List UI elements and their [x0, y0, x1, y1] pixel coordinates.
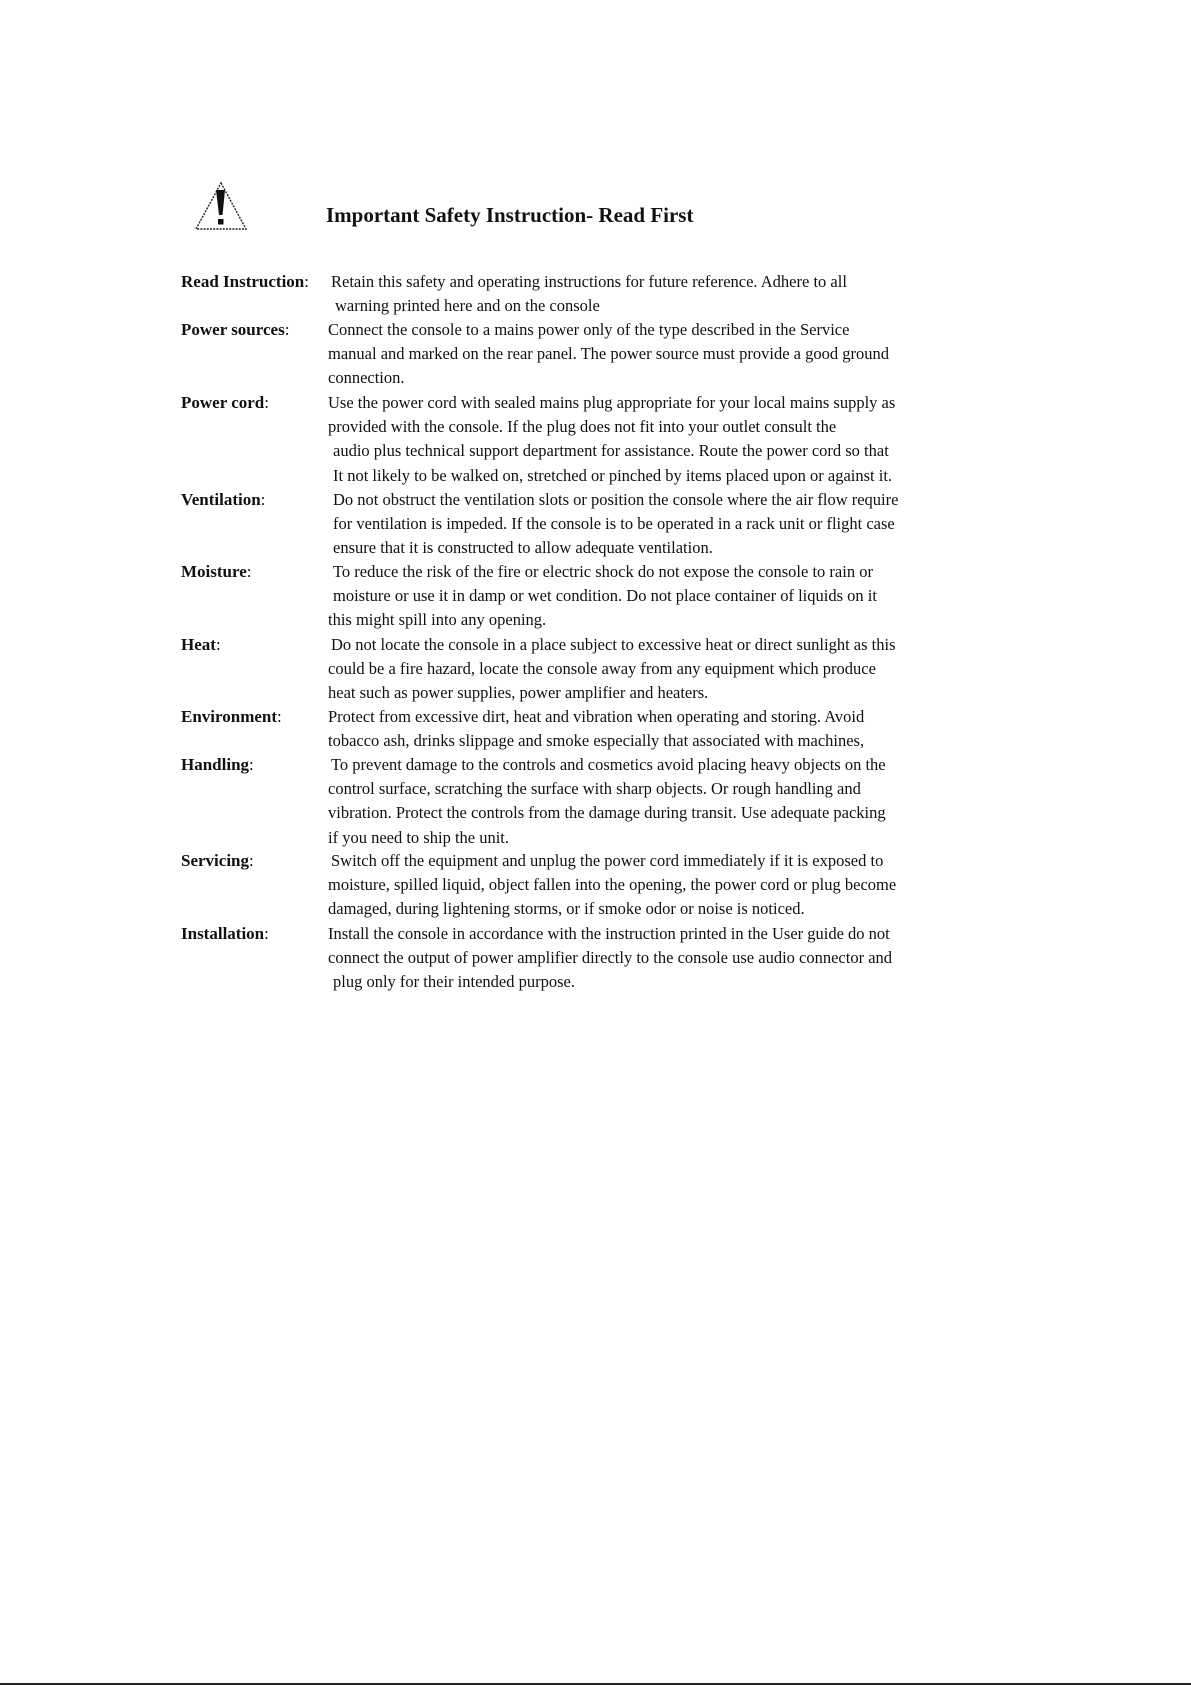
text-line: moisture or use it in damp or wet condition. Do not place container of liquids on it: [333, 586, 877, 606]
section-text: [328, 849, 988, 922]
text-line: could be a fire hazard, locate the console away from any equipment which produce: [328, 659, 876, 679]
text-line: vibration. Protect the controls from the damage during transit. Use adequate packing: [328, 803, 886, 823]
section-label: Servicing:: [181, 851, 254, 870]
text-line: if you need to ship the unit.: [328, 827, 510, 847]
text-line: Use the power cord with sealed mains plug appropriate for your local mains supply as: [328, 393, 896, 412]
document-title: Important Safety Instruction- Read First: [326, 203, 694, 227]
text-line: control surface, scratching the surface with sharp objects. Or rough handling and: [328, 779, 861, 799]
text-line: damaged, during lightening storms, or if smoke odor or noise is noticed.: [328, 899, 805, 919]
section-text: [328, 705, 988, 753]
text-line: provided with the console. If the plug does not fit into your outlet consult the: [328, 417, 837, 437]
section-label: Installation:: [181, 924, 269, 943]
text-line: Install the console in accordance with the instruction printed in the User guide do not: [328, 924, 890, 943]
text-line: Connect the console to a mains power only of the type described in the Service: [328, 320, 850, 339]
text-line: manual and marked on the rear panel. The power source must provide a good ground: [328, 344, 889, 364]
text-line: Protect from excessive dirt, heat and vibration when operating and storing. Avoid: [328, 707, 865, 726]
section-text: [328, 922, 988, 995]
text-line: plug only for their intended purpose.: [333, 972, 575, 992]
section-label: Ventilation:: [181, 490, 266, 509]
text-line: Do not obstruct the ventilation slots or position the console where the air flow require: [333, 490, 899, 509]
section-text: [328, 270, 988, 318]
text-line: Retain this safety and operating instructions for future reference. Adhere to all: [331, 272, 847, 291]
section-text: [328, 560, 988, 633]
section-text: [328, 633, 988, 706]
section-label: Environment:: [181, 707, 282, 726]
text-line: ensure that it is constructed to allow adequate ventilation.: [333, 538, 713, 558]
section-label: Heat:: [181, 635, 221, 654]
text-line: connection.: [328, 368, 405, 388]
text-line: connect the output of power amplifier directly to the console use audio connector and: [328, 948, 893, 968]
text-line: this might spill into any opening.: [328, 610, 547, 630]
text-line: for ventilation is impeded. If the console is to be operated in a rack unit or flight case: [333, 514, 895, 534]
section-label: Read Instruction:: [181, 272, 309, 291]
text-line: To reduce the risk of the fire or electric shock do not expose the console to rain or: [333, 562, 873, 581]
section-label: Power cord:: [181, 393, 269, 412]
text-line: tobacco ash, drinks slippage and smoke especially that associated with machines,: [328, 731, 865, 751]
text-line: To prevent damage to the controls and cosmetics avoid placing heavy objects on the: [331, 755, 886, 774]
text-line: It not likely to be walked on, stretched or pinched by items placed upon or against it.: [333, 465, 893, 485]
text-line: moisture, spilled liquid, object fallen into the opening, the power cord or plug become: [328, 875, 897, 895]
warning-triangle-icon: [194, 180, 248, 232]
section-label: Power sources:: [181, 320, 290, 339]
section-text: [328, 488, 988, 561]
section-text: [328, 391, 988, 488]
text-line: audio plus technical support department for assistance. Route the power cord so that: [333, 441, 889, 461]
section-label: Handling:: [181, 755, 254, 774]
text-line: heat such as power supplies, power amplifier and heaters.: [328, 683, 709, 703]
text-line: Switch off the equipment and unplug the power cord immediately if it is exposed to: [331, 851, 884, 870]
section-label: Moisture:: [181, 562, 252, 581]
section-text: [328, 318, 988, 391]
section-text: [328, 753, 988, 850]
text-line: warning printed here and on the console: [335, 296, 600, 316]
text-line: Do not locate the console in a place subject to excessive heat or direct sunlight as this: [331, 635, 896, 654]
